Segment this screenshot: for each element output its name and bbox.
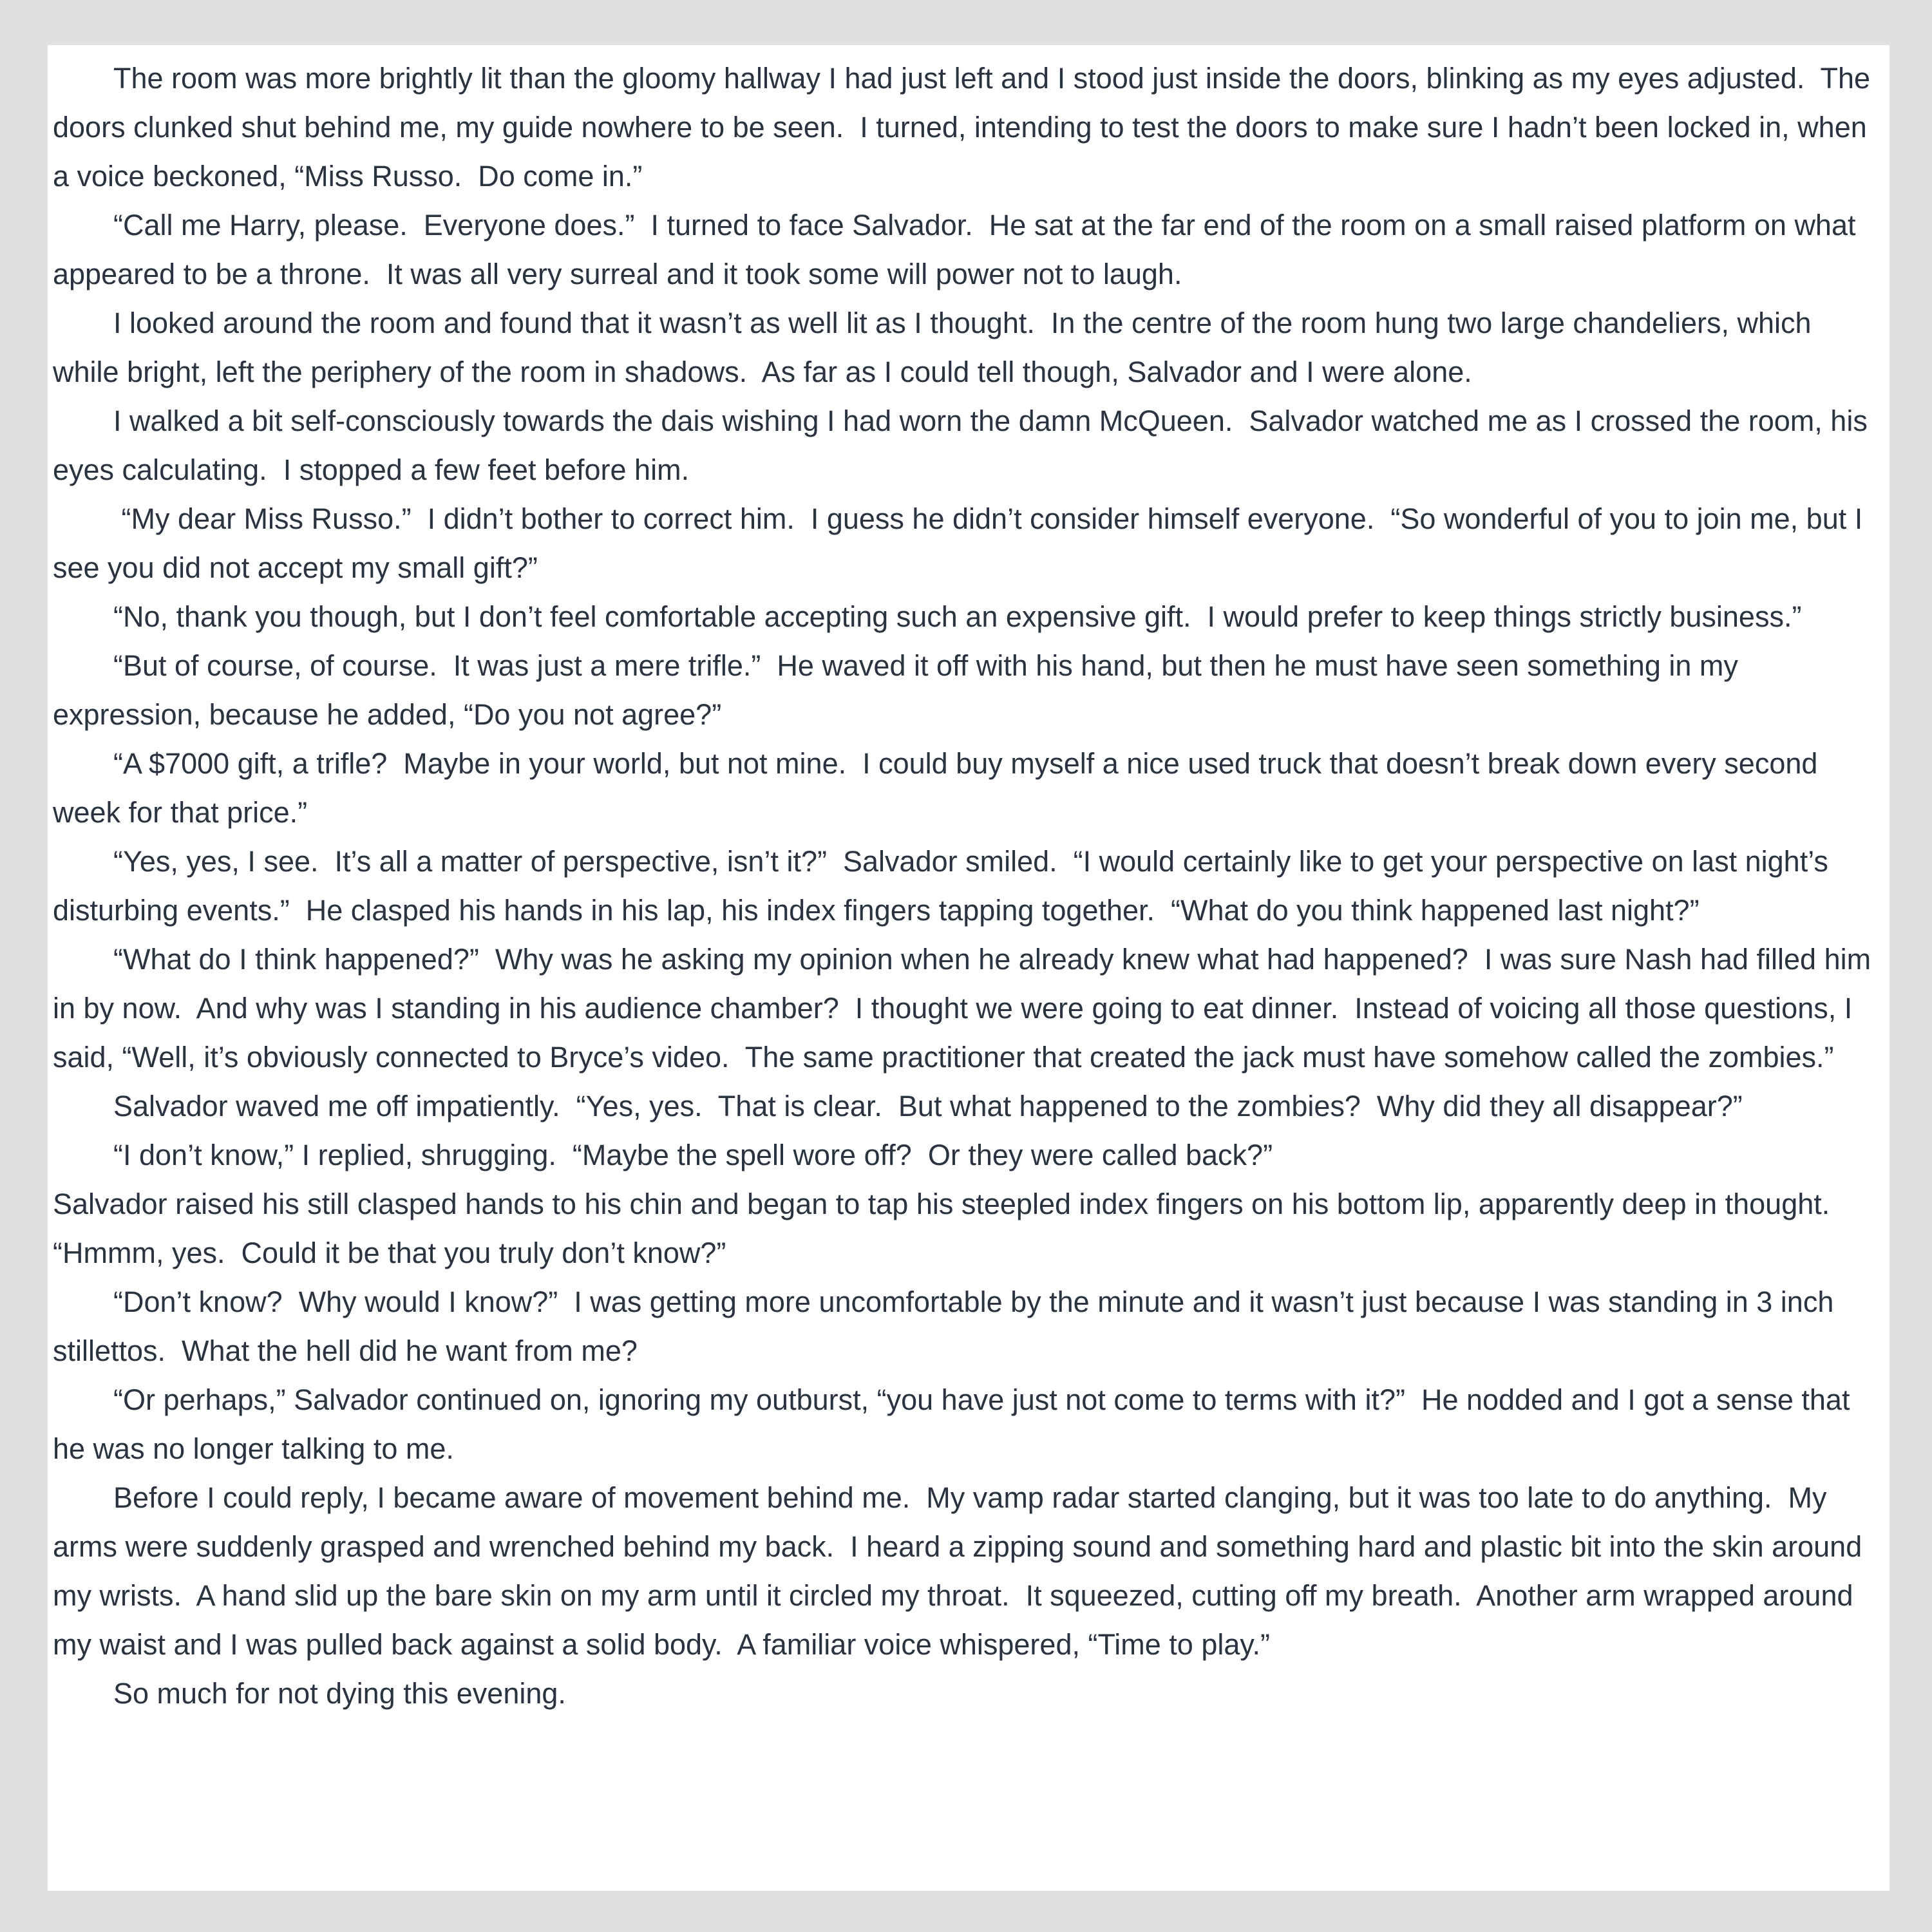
paragraph: “I don’t know,” I replied, shrugging. “Maybe the spell wore off? Or they were called back?” [113, 1139, 1273, 1171]
paragraph: “Call me Harry, please. Everyone does.” I turned to face Salvador. He sat at the far end of the room on a small raised platform on what appeared to be a throne. It was all very surreal and it took some will power not to laugh. [53, 209, 1864, 290]
paragraph: Salvador raised his still clasped hands to his chin and began to tap his steepled index fingers on his bottom lip, apparently deep in thought. “Hmmm, yes. Could it be that you truly don’t know?” [53, 1188, 1846, 1269]
paragraph: “My dear Miss Russo.” I didn’t bother to correct him. I guess he didn’t consider himself everyone. “So wonderful of you to join me, but I see you did not accept my small gift?” [53, 502, 1871, 584]
paragraph: I looked around the room and found that it wasn’t as well lit as I thought. In the centre of the room hung two large chandeliers, which while bright, left the periphery of the room in shadows. As far as I could tell though, Salvador and I were alone. [53, 307, 1820, 388]
document-page [48, 45, 1889, 1891]
paragraph: I walked a bit self-consciously towards the dais wishing I had worn the damn McQueen. Salvador watched me as I crossed the room, his eyes calculating. I stopped a few feet before him. [53, 404, 1876, 486]
story-text [53, 54, 1884, 1718]
paragraph: The room was more brightly lit than the gloomy hallway I had just left and I stood just inside the doors, blinking as my eyes adjusted. The doors clunked shut behind me, my guide nowhere to be seen. I turned, intending to test the doors to make sure I hadn’t been locked in, when a voice beckoned, “Miss Russo. Do come in.” [53, 62, 1879, 193]
paragraph: “What do I think happened?” Why was he asking my opinion when he already knew what had happened? I was sure Nash had filled him in by now. And why was I standing in his audience chamber? I thought we were going to eat dinner. Instead of voicing all those questions, I said, “Well, it’s obviously connected to Bryce’s video. The same practitioner that created the jack must have somehow called the zombies.” [53, 943, 1879, 1074]
paragraph: “But of course, of course. It was just a mere trifle.” He waved it off with his hand, but then he must have seen something in my expression, because he added, “Do you not agree?” [53, 649, 1747, 731]
paragraph: “Don’t know? Why would I know?” I was getting more uncomfortable by the minute and it wasn’t just because I was standing in 3 inch stillettos. What the hell did he want from me? [53, 1285, 1842, 1367]
paragraph: “Or perhaps,” Salvador continued on, ignoring my outburst, “you have just not come to terms with it?” He nodded and I got a sense that he was no longer talking to me. [53, 1383, 1858, 1465]
paragraph: Salvador waved me off impatiently. “Yes, yes. That is clear. But what happened to the zombies? Why did they all disappear?” [113, 1090, 1743, 1122]
paragraph: “Yes, yes, I see. It’s all a matter of perspective, isn’t it?” Salvador smiled. “I would certainly like to get your perspective on last night’s disturbing events.” He clasped his hands in his lap, his index fingers tapping together. “What do you think happened last night?” [53, 845, 1837, 927]
paragraph: “A $7000 gift, a trifle? Maybe in your world, but not mine. I could buy myself a nice used truck that doesn’t break down every second week for that price.” [53, 747, 1826, 829]
paragraph: Before I could reply, I became aware of movement behind me. My vamp radar started clanging, but it was too late to do anything. My arms were suddenly grasped and wrenched behind my back. I heard a zipping sound and something hard and plastic bit into the skin around my wrists. A hand slid up the bare skin on my arm until it circled my throat. It squeezed, cutting off my breath. Another arm wrapped around my waist and I was pulled back against a solid body. A familiar voice whispered, “Time to play.” [53, 1481, 1870, 1661]
paragraph: So much for not dying this evening. [113, 1677, 566, 1710]
paragraph: “No, thank you though, but I don’t feel comfortable accepting such an expensive gift. I would prefer to keep things strictly business.” [113, 600, 1802, 633]
